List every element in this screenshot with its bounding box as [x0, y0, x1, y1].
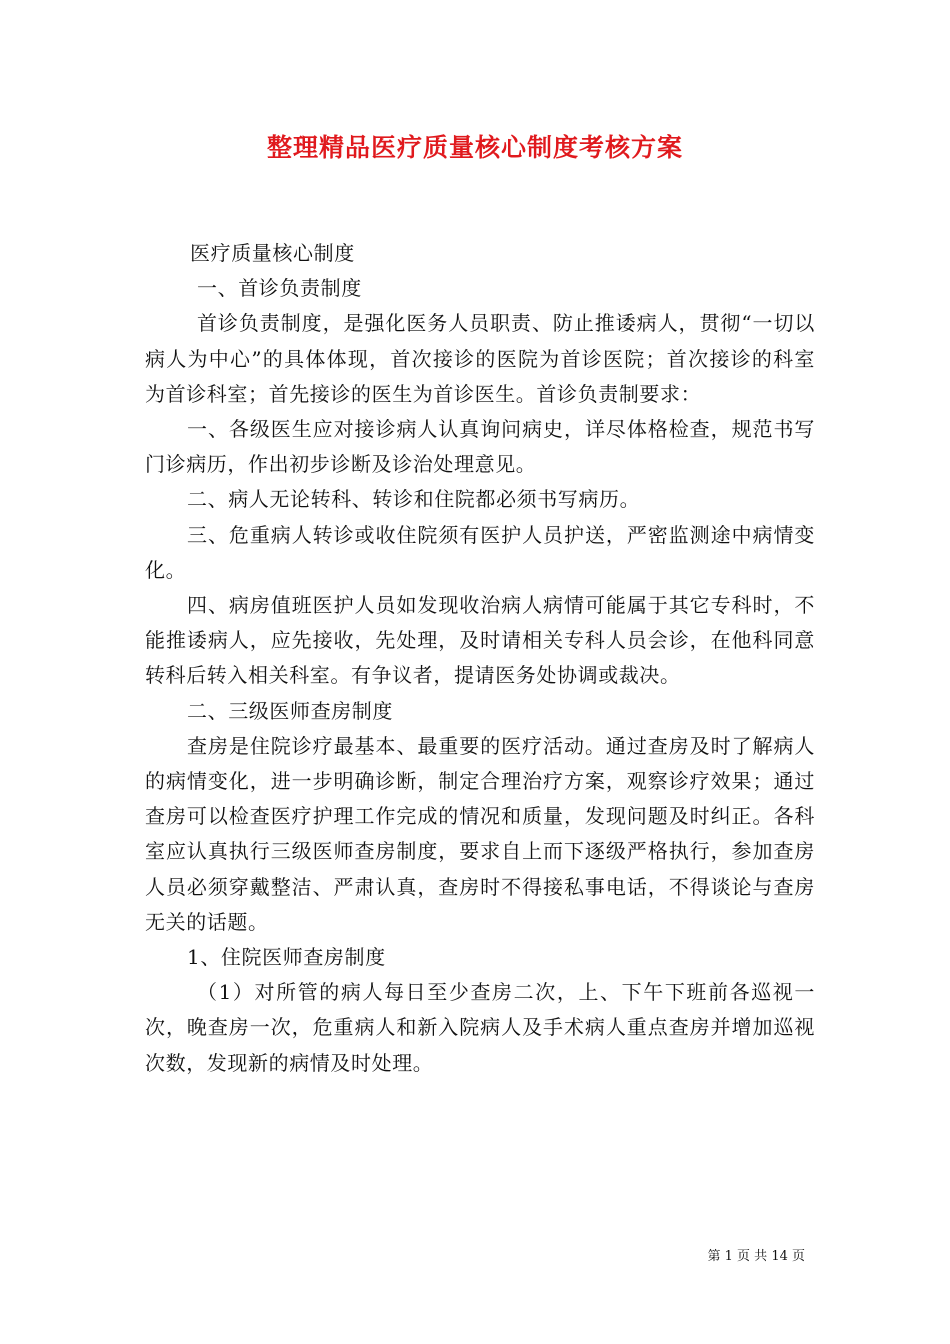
- body-paragraph: 首诊负责制度，是强化医务人员职责、防止推诿病人，贯彻“一切以病人为中心”的具体体现，首次接诊的医院为首诊医院；首次接诊的科室为首诊科室；首先接诊的医生为首诊医生。首诊负责制要求：: [145, 311, 815, 406]
- subsection-heading: 一、首诊负责制度: [197, 276, 362, 301]
- body-paragraph: 二、病人无论转科、转诊和住院都必须书写病历。: [187, 487, 641, 512]
- document-body: [145, 236, 815, 1081]
- document-title: 整理精品医疗质量核心制度考核方案: [266, 133, 683, 162]
- body-paragraph: 查房是住院诊疗最基本、最重要的医疗活动。通过查房及时了解病人的病情变化，进一步明确诊断，制定合理治疗方案，观察诊疗效果；通过查房可以检查医疗护理工作完成的情况和质量，发现问题及时纠正。各科室应认真执行三级医师查房制度，要求自上而下逐级严格执行，参加查房人员必须穿戴整洁、严肃认真，查房时不得接私事电话，不得谈论与查房无关的话题。: [145, 733, 815, 934]
- section-heading: 医疗质量核心制度: [190, 241, 355, 265]
- subsection-heading: 二、三级医师查房制度: [187, 698, 393, 723]
- page-number-footer: 第 1 页 共 14 页: [707, 1249, 805, 1264]
- body-paragraph: （1）对所管的病人每日至少查房二次，上、下午下班前各巡视一次，晚查房一次，危重病人和新入院病人及手术病人重点查房并增加巡视次数，发现新的病情及时处理。: [145, 980, 815, 1075]
- body-paragraph: 四、病房值班医护人员如发现收治病人病情可能属于其它专科时，不能推诿病人，应先接收，先处理，及时请相关专科人员会诊，在他科同意转科后转入相关科室。有争议者，提请医务处协调或裁决。: [145, 593, 815, 688]
- subsection-heading: 1、住院医师查房制度: [187, 945, 386, 970]
- body-paragraph: 一、各级医生应对接诊病人认真询问病史，详尽体格检查，规范书写门诊病历，作出初步诊断及诊治处理意见。: [145, 417, 815, 477]
- body-paragraph: 三、危重病人转诊或收住院须有医护人员护送，严密监测途中病情变化。: [145, 522, 815, 582]
